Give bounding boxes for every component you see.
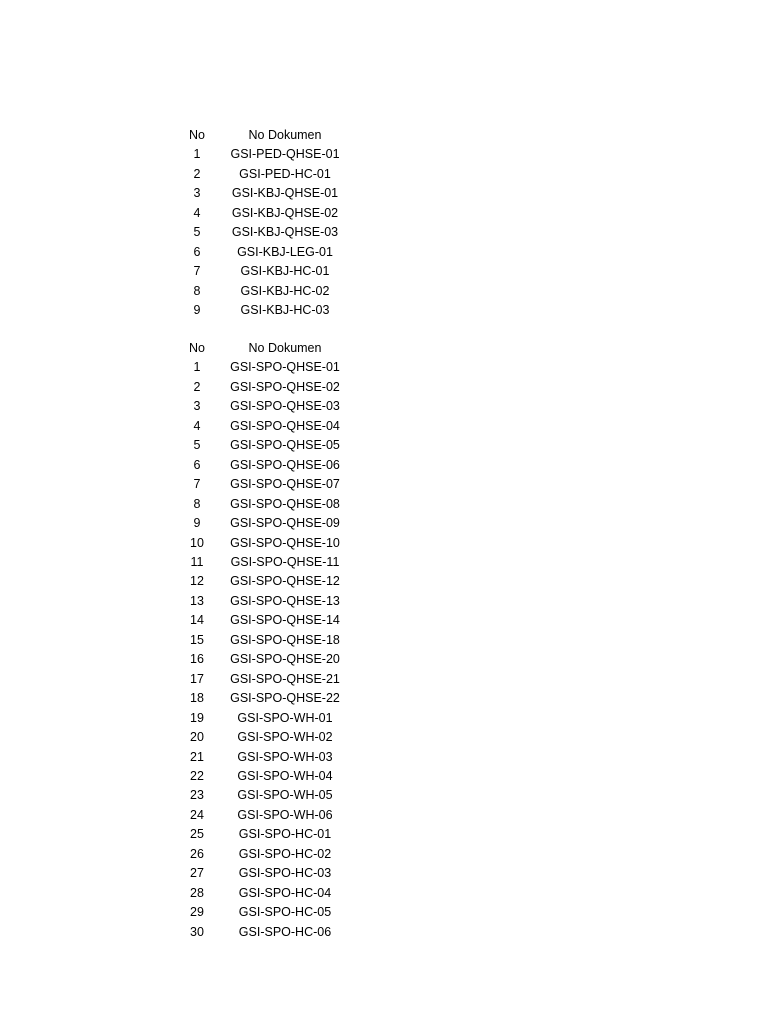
row-number: 29 — [190, 905, 204, 920]
document-number: GSI-SPO-QHSE-04 — [230, 418, 340, 433]
row-number: 30 — [190, 924, 204, 939]
row-number: 18 — [190, 691, 204, 706]
table-row — [178, 204, 354, 223]
row-number: 24 — [190, 807, 204, 822]
table-row — [178, 553, 354, 572]
table-row — [178, 165, 354, 184]
row-number: 3 — [193, 399, 201, 414]
row-number: 15 — [190, 632, 204, 647]
table-row — [178, 592, 354, 611]
table-header-row — [178, 339, 354, 358]
row-number: 5 — [193, 225, 201, 240]
document-number: GSI-SPO-QHSE-13 — [230, 593, 340, 608]
row-number: 11 — [190, 554, 204, 569]
table-header-row — [178, 126, 354, 145]
document-number: GSI-SPO-QHSE-14 — [230, 613, 340, 628]
document-number: GSI-PED-HC-01 — [239, 166, 331, 181]
row-number: 27 — [190, 866, 204, 881]
header-no-dokumen: No Dokumen — [248, 128, 322, 142]
row-number: 6 — [193, 244, 201, 259]
row-number: 23 — [190, 788, 204, 803]
table-row — [178, 243, 354, 262]
row-number: 14 — [190, 613, 204, 628]
document-number: GSI-SPO-WH-02 — [237, 730, 333, 745]
document-number: GSI-SPO-QHSE-21 — [230, 671, 340, 686]
table-row — [178, 611, 354, 630]
document-number: GSI-SPO-QHSE-20 — [230, 652, 340, 667]
table-row — [178, 767, 354, 786]
document-number: GSI-SPO-QHSE-22 — [230, 691, 340, 706]
table-row — [178, 358, 354, 377]
table-row — [178, 282, 354, 301]
document-number: GSI-SPO-QHSE-12 — [230, 574, 340, 589]
document-number: GSI-SPO-WH-06 — [237, 807, 333, 822]
row-number: 5 — [193, 438, 201, 453]
table-row — [178, 145, 354, 164]
document-number: GSI-SPO-WH-03 — [237, 749, 333, 764]
table-row — [178, 301, 354, 320]
document-number: GSI-SPO-QHSE-08 — [230, 496, 340, 511]
row-number: 26 — [190, 846, 204, 861]
document-number: GSI-SPO-HC-06 — [238, 924, 332, 939]
table-row — [178, 689, 354, 708]
document-number: GSI-PED-QHSE-01 — [230, 147, 340, 162]
row-number: 4 — [193, 205, 201, 220]
row-number: 7 — [193, 477, 201, 492]
document-number: GSI-SPO-QHSE-10 — [230, 535, 340, 550]
table-row — [178, 456, 354, 475]
row-number: 28 — [190, 885, 204, 900]
table-row — [178, 864, 354, 883]
document-number: GSI-SPO-HC-02 — [238, 846, 332, 861]
table-row — [178, 903, 354, 922]
table-row — [178, 436, 354, 455]
row-number: 7 — [193, 264, 201, 279]
document-number: GSI-SPO-WH-04 — [237, 768, 333, 783]
document-number: GSI-SPO-QHSE-02 — [230, 379, 340, 394]
document-number: GSI-SPO-QHSE-07 — [230, 477, 340, 492]
row-number: 1 — [193, 360, 201, 375]
document-number: GSI-SPO-HC-01 — [238, 827, 332, 842]
document-number: GSI-KBJ-LEG-01 — [237, 244, 333, 259]
row-number: 2 — [193, 166, 201, 181]
document-number: GSI-SPO-QHSE-18 — [230, 632, 340, 647]
row-number: 10 — [190, 535, 204, 550]
document-table-1 — [178, 126, 354, 321]
row-number: 19 — [190, 710, 204, 725]
row-number: 2 — [193, 379, 201, 394]
row-number: 20 — [190, 730, 204, 745]
document-number: GSI-KBJ-HC-03 — [240, 303, 330, 318]
document-number: GSI-KBJ-QHSE-03 — [231, 225, 339, 240]
table-row — [178, 184, 354, 203]
table-row — [178, 786, 354, 805]
document-number: GSI-KBJ-HC-02 — [240, 283, 330, 298]
table-body — [178, 145, 354, 320]
row-number: 4 — [193, 418, 201, 433]
row-number: 16 — [190, 652, 204, 667]
document-number: GSI-SPO-QHSE-03 — [230, 399, 340, 414]
table-body — [178, 358, 354, 942]
table-row — [178, 417, 354, 436]
header-no-dokumen: No Dokumen — [248, 341, 322, 355]
table-row — [178, 631, 354, 650]
header-no: No — [189, 128, 205, 142]
document-table-2 — [178, 339, 354, 942]
row-number: 9 — [193, 516, 201, 531]
table-row — [178, 806, 354, 825]
table-row — [178, 884, 354, 903]
table-row — [178, 670, 354, 689]
document-number: GSI-SPO-QHSE-09 — [230, 516, 340, 531]
table-row — [178, 748, 354, 767]
header-no: No — [189, 341, 205, 355]
table-row — [178, 825, 354, 844]
row-number: 12 — [190, 574, 204, 589]
document-number: GSI-SPO-HC-04 — [238, 885, 332, 900]
document-number: GSI-SPO-QHSE-06 — [230, 457, 340, 472]
table-row — [178, 475, 354, 494]
document-number: GSI-SPO-WH-05 — [237, 788, 333, 803]
table-row — [178, 223, 354, 242]
table-row — [178, 650, 354, 669]
row-number: 8 — [193, 496, 201, 511]
table-row — [178, 378, 354, 397]
table-row — [178, 572, 354, 591]
document-number: GSI-KBJ-QHSE-02 — [231, 205, 339, 220]
row-number: 22 — [190, 768, 204, 783]
row-number: 6 — [193, 457, 201, 472]
row-number: 9 — [193, 303, 201, 318]
table-row — [178, 397, 354, 416]
document-number: GSI-SPO-HC-03 — [238, 866, 332, 881]
document-number: GSI-SPO-WH-01 — [237, 710, 333, 725]
table-row — [178, 709, 354, 728]
document-number: GSI-SPO-QHSE-11 — [230, 554, 340, 569]
document-number: GSI-SPO-QHSE-01 — [230, 360, 340, 375]
document-number: GSI-SPO-HC-05 — [238, 905, 332, 920]
row-number: 1 — [193, 147, 201, 162]
table-row — [178, 534, 354, 553]
table-row — [178, 923, 354, 942]
document-number: GSI-KBJ-HC-01 — [240, 264, 330, 279]
row-number: 25 — [190, 827, 204, 842]
row-number: 8 — [193, 283, 201, 298]
row-number: 13 — [190, 593, 204, 608]
row-number: 3 — [193, 186, 201, 201]
document-number: GSI-KBJ-QHSE-01 — [231, 186, 339, 201]
row-number: 21 — [190, 749, 204, 764]
row-number: 17 — [190, 671, 204, 686]
table-row — [178, 262, 354, 281]
table-row — [178, 845, 354, 864]
table-row — [178, 495, 354, 514]
document-number: GSI-SPO-QHSE-05 — [230, 438, 340, 453]
table-row — [178, 514, 354, 533]
table-row — [178, 728, 354, 747]
